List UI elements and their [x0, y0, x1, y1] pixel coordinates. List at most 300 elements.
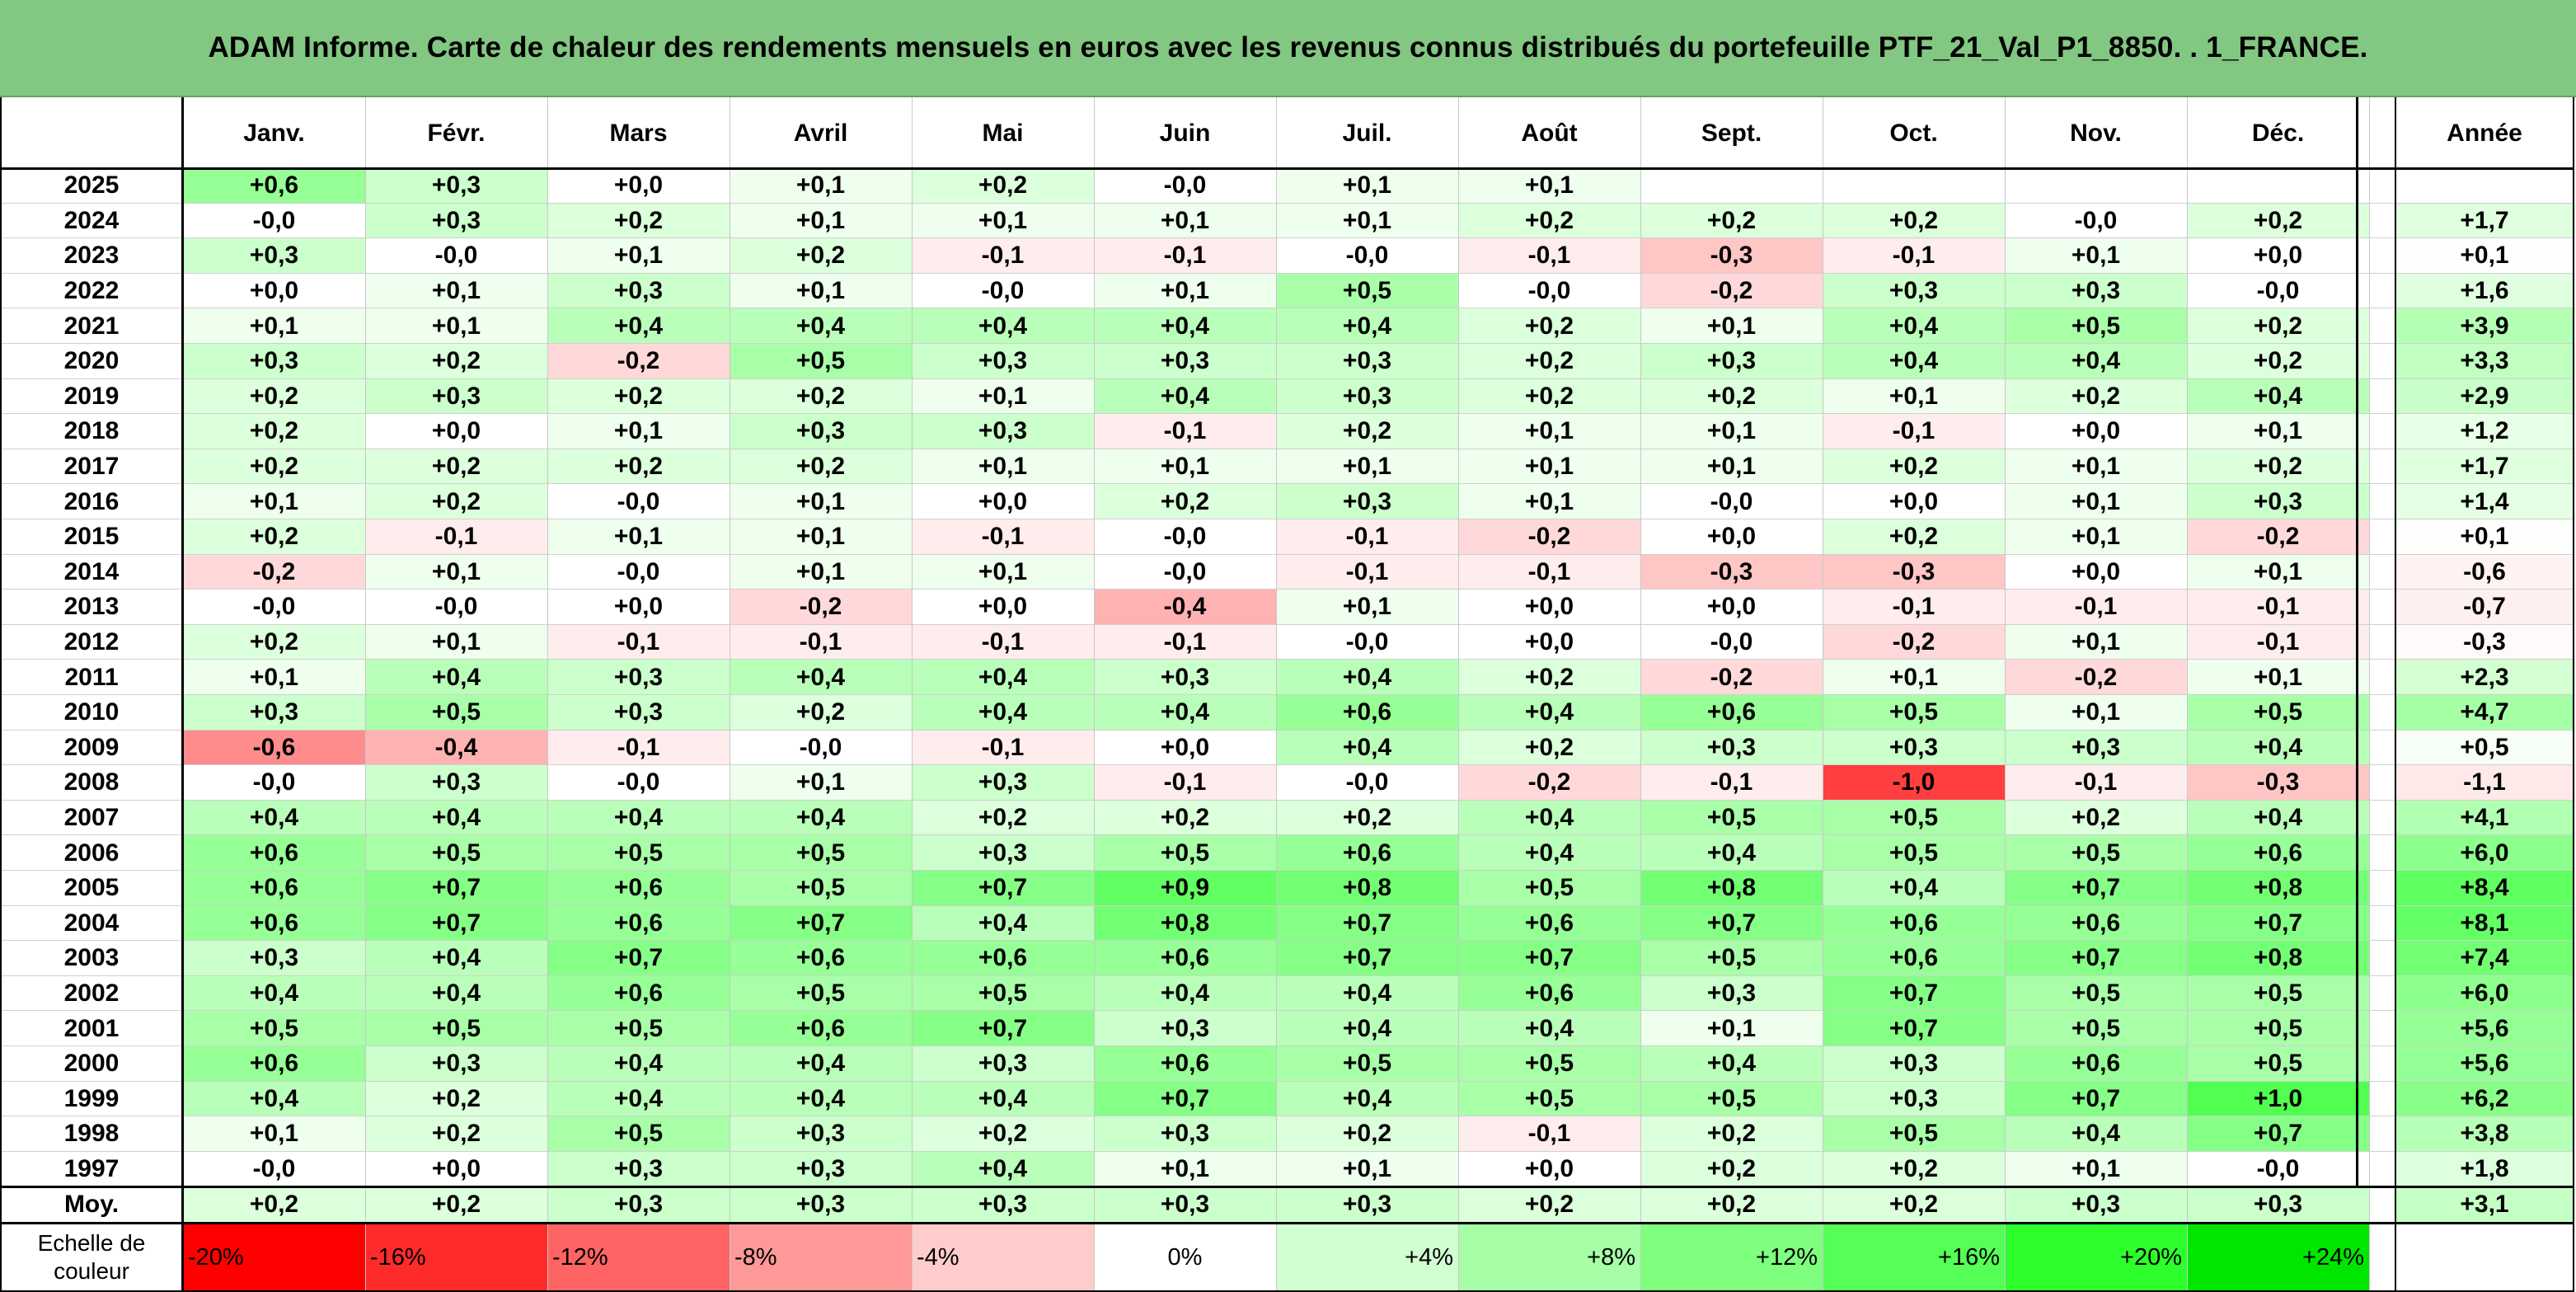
annual-cell: +1,7 [2395, 204, 2574, 239]
heatmap-cell: +0,2 [912, 801, 1094, 836]
heatmap-cell: +0,6 [1094, 941, 1276, 976]
heatmap-cell: -0,3 [1640, 238, 1823, 274]
heatmap-cell: +0,3 [547, 274, 730, 309]
year-label: 2015 [0, 519, 183, 555]
heatmap-cell: +0,1 [1458, 414, 1640, 449]
page-title: ADAM Informe. Carte de chaleur des rendements mensuels en euros avec les revenus connus distribués du portefeuille PTF_21_Val_P1_8850. . 1_FRANCE. [0, 0, 2576, 97]
annual-cell: +1,4 [2395, 484, 2574, 519]
heatmap-cell: +0,3 [730, 1152, 912, 1187]
heatmap-cell: +0,1 [2005, 625, 2187, 660]
heatmap-cell: +0,4 [1094, 308, 1276, 344]
heatmap-cell: -0,0 [547, 484, 730, 519]
heatmap-cell: +0,7 [1458, 941, 1640, 976]
heatmap-cell: +0,4 [365, 976, 547, 1012]
heatmap-cell: +0,4 [730, 1082, 912, 1117]
color-scale-swatch: +16% [1823, 1223, 2005, 1292]
year-label: 2004 [0, 906, 183, 942]
month-header-10: Oct. [1823, 97, 2005, 169]
heatmap-cell: +0,4 [1823, 308, 2005, 344]
year-label: 2020 [0, 344, 183, 379]
heatmap-cell: +0,4 [1276, 1082, 1458, 1117]
heatmap-cell: +0,4 [547, 308, 730, 344]
heatmap-cell: +0,5 [2005, 1011, 2187, 1046]
heatmap-cell: +0,2 [2005, 801, 2187, 836]
heatmap-cell: +0,0 [1640, 590, 1823, 625]
heatmap-cell: +0,1 [1276, 449, 1458, 485]
heatmap-cell: +0,3 [1094, 344, 1276, 379]
heatmap-cell: +0,2 [183, 379, 365, 415]
heatmap-cell: -0,1 [1094, 625, 1276, 660]
heatmap-cell: +0,4 [912, 1152, 1094, 1187]
heatmap-cell: -0,0 [1276, 765, 1458, 801]
average-cell: +0,2 [365, 1186, 547, 1222]
heatmap-cell: +0,7 [1823, 976, 2005, 1012]
heatmap-cell: +0,5 [1458, 1082, 1640, 1117]
heatmap-cell: +0,2 [730, 238, 912, 274]
heatmap-cell: +0,2 [365, 344, 547, 379]
annual-cell: +0,1 [2395, 519, 2574, 555]
heatmap-cell: -0,1 [730, 625, 912, 660]
heatmap-cell: +0,1 [730, 484, 912, 519]
heatmap-cell: +0,1 [1094, 204, 1276, 239]
heatmap-cell: +0,4 [1640, 835, 1823, 871]
heatmap-cell: +0,3 [2005, 731, 2187, 766]
heatmap-cell: -0,2 [1458, 519, 1640, 555]
year-label: 2016 [0, 484, 183, 519]
heatmap-cell: -0,1 [1823, 238, 2005, 274]
heatmap-cell: +0,2 [183, 519, 365, 555]
heatmap-cell: +0,1 [2005, 695, 2187, 731]
heatmap-cell: -0,0 [365, 590, 547, 625]
heatmap-cell: +0,4 [730, 308, 912, 344]
color-scale-swatch: +24% [2187, 1223, 2369, 1292]
heatmap-cell: -0,1 [912, 519, 1094, 555]
heatmap-cell: -0,0 [183, 765, 365, 801]
heatmap-cell: -0,1 [2005, 590, 2187, 625]
column-divider [181, 97, 184, 1292]
heatmap-cell: +0,4 [1640, 1046, 1823, 1082]
heatmap-cell: +0,8 [2187, 871, 2369, 906]
month-header-1: Janv. [183, 97, 365, 169]
heatmap-cell: +0,7 [547, 941, 730, 976]
heatmap-cell: +0,1 [912, 449, 1094, 485]
heatmap-cell: -0,0 [1640, 484, 1823, 519]
heatmap-cell: +0,4 [547, 1046, 730, 1082]
heatmap-cell: -0,0 [1094, 555, 1276, 590]
heatmap-cell: +0,1 [2187, 414, 2369, 449]
annual-cell: +3,9 [2395, 308, 2574, 344]
average-annual-cell: +3,1 [2395, 1186, 2574, 1222]
heatmap-cell: +0,5 [2005, 976, 2187, 1012]
column-divider [1640, 97, 1641, 1292]
heatmap-cell: +0,4 [1823, 344, 2005, 379]
heatmap-cell: +0,0 [365, 1152, 547, 1187]
heatmap-cell: +0,2 [1458, 731, 1640, 766]
heatmap-cell: +0,3 [1094, 660, 1276, 695]
heatmap-cell: +0,7 [1640, 906, 1823, 942]
average-cell: +0,2 [1640, 1186, 1823, 1222]
heatmap-cell: +0,3 [2005, 274, 2187, 309]
heatmap-cell: +0,6 [547, 871, 730, 906]
heatmap-cell: +0,4 [1458, 801, 1640, 836]
heatmap-cell: +0,2 [365, 449, 547, 485]
heatmap-cell: +0,5 [730, 871, 912, 906]
heatmap-cell: -0,1 [912, 731, 1094, 766]
heatmap-cell: +0,2 [1094, 484, 1276, 519]
annual-cell: +4,7 [2395, 695, 2574, 731]
heatmap-cell: +0,1 [1094, 274, 1276, 309]
heatmap-cell: +0,7 [1276, 906, 1458, 942]
heatmap-cell: +0,3 [1276, 344, 1458, 379]
heatmap-cell: +0,2 [730, 449, 912, 485]
heatmap-cell: -1,0 [1823, 765, 2005, 801]
annual-cell: +3,8 [2395, 1116, 2574, 1152]
heatmap-cell: +0,6 [2005, 906, 2187, 942]
month-header-3: Mars [547, 97, 730, 169]
color-scale-swatch: +8% [1458, 1223, 1640, 1292]
heatmap-cell: +0,4 [1094, 379, 1276, 415]
heatmap-cell: +0,7 [2187, 906, 2369, 942]
column-divider [1094, 97, 1095, 1292]
heatmap-cell: +0,4 [2187, 379, 2369, 415]
heatmap-cell: +0,4 [1276, 1011, 1458, 1046]
heatmap-cell: +0,6 [1823, 906, 2005, 942]
heatmap-cell: -0,0 [1458, 274, 1640, 309]
heatmap-cell: +0,6 [1458, 976, 1640, 1012]
heatmap-cell: +0,2 [1276, 801, 1458, 836]
heatmap-cell: -0,1 [912, 238, 1094, 274]
heatmap-cell: +0,1 [547, 238, 730, 274]
heatmap-cell: +0,4 [1094, 976, 1276, 1012]
heatmap-cell: +0,6 [183, 168, 365, 204]
heatmap-cell: +0,3 [183, 941, 365, 976]
heatmap-cell: +0,1 [183, 660, 365, 695]
month-header-2: Févr. [365, 97, 547, 169]
month-header-5: Mai [912, 97, 1094, 169]
heatmap-cell: +0,2 [2187, 344, 2369, 379]
heatmap-cell: +0,6 [1276, 835, 1458, 871]
heatmap-cell: +0,1 [912, 379, 1094, 415]
heatmap-cell: +0,0 [912, 484, 1094, 519]
heatmap-cell: +0,5 [1458, 1046, 1640, 1082]
heatmap-cell [1823, 168, 2005, 204]
heatmap-cell: +0,7 [1276, 941, 1458, 976]
heatmap-cell: +0,4 [1458, 835, 1640, 871]
average-cell: +0,3 [1276, 1186, 1458, 1222]
heatmap-cell: -0,0 [2005, 204, 2187, 239]
heatmap-cell: +0,4 [2187, 731, 2369, 766]
heatmap-cell: -0,0 [1276, 625, 1458, 660]
heatmap-cell: +0,1 [2005, 449, 2187, 485]
heatmap-cell: -0,3 [1640, 555, 1823, 590]
heatmap-cell: +0,1 [365, 625, 547, 660]
heatmap-cell: -0,0 [1640, 625, 1823, 660]
heatmap-cell: +0,1 [365, 274, 547, 309]
heatmap-cell: +0,2 [547, 379, 730, 415]
column-divider [2005, 97, 2006, 1292]
annual-column-right [2573, 97, 2574, 1292]
heatmap-cell: +0,2 [547, 449, 730, 485]
annual-cell: +0,5 [2395, 731, 2574, 766]
heatmap-cell: +0,3 [183, 695, 365, 731]
average-cell: +0,2 [1823, 1186, 2005, 1222]
heatmap-cell: -0,2 [547, 344, 730, 379]
heatmap-cell: +0,7 [1823, 1011, 2005, 1046]
heatmap-cell: +0,3 [1823, 274, 2005, 309]
year-label: 2006 [0, 835, 183, 871]
heatmap-cell: +0,3 [1094, 1116, 1276, 1152]
heatmap-cell: +0,5 [1094, 835, 1276, 871]
heatmap-cell: +0,1 [1276, 590, 1458, 625]
heatmap-cell: +0,4 [912, 695, 1094, 731]
heatmap-cell: -0,1 [1276, 519, 1458, 555]
heatmap-cell: +0,1 [1640, 308, 1823, 344]
month-header-9: Sept. [1640, 97, 1823, 169]
heatmap-cell: +0,4 [730, 801, 912, 836]
heatmap-cell: +0,2 [183, 449, 365, 485]
heatmap-cell: +0,1 [2005, 484, 2187, 519]
heatmap-cell: +0,0 [547, 590, 730, 625]
heatmap-cell: -0,0 [1276, 238, 1458, 274]
heatmap-cell: +0,2 [912, 1116, 1094, 1152]
heatmap-cell: +0,3 [365, 168, 547, 204]
year-label: 2021 [0, 308, 183, 344]
heatmap-cell: +0,4 [1458, 1011, 1640, 1046]
heatmap-cell: +0,3 [547, 1152, 730, 1187]
heatmap-cell: +0,2 [730, 379, 912, 415]
heatmap-cell: -0,0 [1094, 519, 1276, 555]
corner-cell [0, 97, 183, 169]
heatmap-cell: +0,2 [2187, 449, 2369, 485]
heatmap-cell: +0,1 [912, 555, 1094, 590]
annual-cell: +4,1 [2395, 801, 2574, 836]
heatmap-cell: +0,4 [912, 906, 1094, 942]
heatmap-cell: -0,6 [183, 731, 365, 766]
heatmap-cell: +0,4 [1276, 976, 1458, 1012]
heatmap-cell: -0,2 [1640, 660, 1823, 695]
heatmap-cell: -0,1 [1458, 238, 1640, 274]
heatmap-cell: +0,1 [1458, 449, 1640, 485]
heatmap-cell: +0,0 [1458, 625, 1640, 660]
annual-cell: +6,0 [2395, 835, 2574, 871]
column-divider [912, 97, 913, 1292]
heatmap-cell: +0,5 [2005, 308, 2187, 344]
heatmap-cell: +0,4 [183, 976, 365, 1012]
heatmap-cell: +0,2 [365, 1082, 547, 1117]
annual-cell: +1,6 [2395, 274, 2574, 309]
heatmap-cell: +0,5 [730, 976, 912, 1012]
heatmap-cell: -0,1 [547, 625, 730, 660]
heatmap-cell: +0,3 [912, 344, 1094, 379]
column-divider [1276, 97, 1277, 1292]
heatmap-cell: +0,1 [1276, 204, 1458, 239]
heatmap-cell: +0,3 [912, 1046, 1094, 1082]
column-divider [547, 97, 548, 1292]
color-scale-swatch: -12% [547, 1223, 730, 1292]
heatmap-cell: +0,8 [1276, 871, 1458, 906]
heatmap-cell: -0,0 [1094, 168, 1276, 204]
heatmap-cell: +0,1 [2187, 660, 2369, 695]
avg-top [0, 1186, 2574, 1188]
heatmap-cell: -0,1 [1823, 414, 2005, 449]
heatmap-cell: -0,0 [2187, 274, 2369, 309]
year-label: 1997 [0, 1152, 183, 1187]
color-scale-swatch: +20% [2005, 1223, 2187, 1292]
grid-left [0, 97, 2, 1292]
heatmap-cell: -0,0 [547, 555, 730, 590]
heatmap-cell: +0,3 [547, 695, 730, 731]
heatmap-cell: +0,4 [365, 941, 547, 976]
column-divider [2369, 97, 2370, 1292]
heatmap-cell: +0,5 [1276, 274, 1458, 309]
heatmap-cell: +0,2 [1823, 449, 2005, 485]
color-scale-label: Echelle de couleur [0, 1223, 183, 1292]
heatmap-cell: +0,1 [1094, 449, 1276, 485]
heatmap-cell: +0,7 [2005, 1082, 2187, 1117]
year-label: 2018 [0, 414, 183, 449]
heatmap-cell: +0,4 [1276, 731, 1458, 766]
heatmap-cell: +0,7 [1094, 1082, 1276, 1117]
heatmap-cell: +0,2 [1458, 344, 1640, 379]
heatmap-cell: +0,8 [1640, 871, 1823, 906]
heatmap-cell: +0,3 [1640, 731, 1823, 766]
heatmap-cell: +0,6 [730, 1011, 912, 1046]
year-label: 2019 [0, 379, 183, 415]
heatmap-cell: +0,5 [2187, 1011, 2369, 1046]
annual-column-left [2395, 97, 2396, 1292]
heatmap-cell: +0,3 [1823, 1046, 2005, 1082]
month-header-11: Nov. [2005, 97, 2187, 169]
color-scale-swatch: -4% [912, 1223, 1094, 1292]
heatmap-cell: +0,6 [183, 835, 365, 871]
heatmap-cell: -0,0 [365, 238, 547, 274]
heatmap-cell: +0,5 [1640, 801, 1823, 836]
heatmap-cell: +0,2 [183, 414, 365, 449]
heatmap-cell: +0,7 [730, 906, 912, 942]
heatmap-cell: +0,5 [2187, 695, 2369, 731]
year-label: 2011 [0, 660, 183, 695]
heatmap-cell: +0,2 [1458, 379, 1640, 415]
year-label: 2007 [0, 801, 183, 836]
heatmap-cell: +0,1 [183, 1116, 365, 1152]
heatmap-cell: +0,8 [1094, 906, 1276, 942]
heatmap-cell: -0,0 [2187, 1152, 2369, 1187]
heatmap-cell: +0,5 [365, 835, 547, 871]
heatmap-cell: +0,3 [1823, 731, 2005, 766]
heatmap-cell [1640, 168, 1823, 204]
heatmap-cell: +0,2 [1458, 660, 1640, 695]
month-header-6: Juin [1094, 97, 1276, 169]
heatmap-cell: +0,2 [2187, 204, 2369, 239]
heatmap-cell: +0,1 [2005, 1152, 2187, 1187]
heatmap-cell: +0,2 [1823, 204, 2005, 239]
year-label: 2017 [0, 449, 183, 485]
heatmap-cell: -0,1 [1276, 555, 1458, 590]
heatmap-cell: +0,1 [365, 555, 547, 590]
annual-cell: +3,3 [2395, 344, 2574, 379]
heatmap-cell: -0,0 [730, 731, 912, 766]
heatmap-cell: +0,0 [1458, 1152, 1640, 1187]
heatmap-cell: +0,0 [183, 274, 365, 309]
heatmap-cell: -0,1 [1094, 238, 1276, 274]
heatmap-cell: +0,1 [2187, 555, 2369, 590]
heatmap-cell: +0,4 [1276, 660, 1458, 695]
heatmap-cell: -0,1 [1640, 765, 1823, 801]
year-label: 2000 [0, 1046, 183, 1082]
heatmap-cell: +0,1 [912, 204, 1094, 239]
annual-cell: -1,1 [2395, 765, 2574, 801]
heatmap-cell: +0,3 [2187, 484, 2369, 519]
heatmap-cell: +0,5 [2005, 835, 2187, 871]
heatmap-cell: +0,1 [1276, 1152, 1458, 1187]
heatmap-cell: -0,2 [2005, 660, 2187, 695]
month-header-4: Avril [730, 97, 912, 169]
annual-cell: +5,6 [2395, 1046, 2574, 1082]
month-header-8: Août [1458, 97, 1640, 169]
heatmap-cell: +0,6 [2005, 1046, 2187, 1082]
heatmap-cell: +0,3 [912, 414, 1094, 449]
year-label: 2010 [0, 695, 183, 731]
heatmap-cell: +1,0 [2187, 1082, 2369, 1117]
header-bottom [0, 167, 2574, 170]
heatmap-cell: +0,4 [2005, 344, 2187, 379]
annual-cell: +0,1 [2395, 238, 2574, 274]
heatmap-cell: -0,4 [365, 731, 547, 766]
color-scale-annual-note [2395, 1223, 2574, 1292]
heatmap-cell: +0,3 [183, 344, 365, 379]
heatmap-cell: +0,3 [1640, 344, 1823, 379]
heatmap-cell: +0,4 [730, 660, 912, 695]
heatmap-cell: -0,0 [183, 204, 365, 239]
year-label: 2024 [0, 204, 183, 239]
year-label: 2013 [0, 590, 183, 625]
color-scale-swatch: +4% [1276, 1223, 1458, 1292]
heatmap-cell: -0,1 [1823, 590, 2005, 625]
color-scale-swatch: +12% [1640, 1223, 1823, 1292]
heatmap-cell: +0,4 [1094, 695, 1276, 731]
heatmap-cell: +0,2 [365, 484, 547, 519]
heatmap-cell: +0,6 [1823, 941, 2005, 976]
heatmap-cell: +0,1 [1640, 449, 1823, 485]
annual-cell: +5,6 [2395, 1011, 2574, 1046]
heatmap-cell: +0,7 [912, 1011, 1094, 1046]
heatmap-cell: +0,1 [1276, 168, 1458, 204]
heatmap-cell: +0,1 [730, 274, 912, 309]
heatmap-cell: +0,6 [1458, 906, 1640, 942]
year-label: 2001 [0, 1011, 183, 1046]
heatmap-cell: -0,1 [1094, 765, 1276, 801]
heatmap-cell: +0,1 [2005, 238, 2187, 274]
heatmap-cell: -0,0 [183, 1152, 365, 1187]
heatmap-cell: +0,5 [730, 835, 912, 871]
heatmap-cell: +0,4 [365, 660, 547, 695]
year-label: 2012 [0, 625, 183, 660]
heatmap-cell: +0,2 [1458, 308, 1640, 344]
heatmap-cell: +0,3 [183, 238, 365, 274]
heatmap-cell: +0,7 [912, 871, 1094, 906]
heatmap-cell: +0,1 [1823, 660, 2005, 695]
heatmap-cell: +0,1 [1458, 168, 1640, 204]
heatmap-cell: +0,7 [2005, 871, 2187, 906]
heatmap-cell: +0,2 [912, 168, 1094, 204]
heatmap-cell: +0,1 [1458, 484, 1640, 519]
heatmap-cell: +0,5 [730, 344, 912, 379]
heatmap-cell: -0,1 [912, 625, 1094, 660]
heatmap-cell: +0,2 [730, 695, 912, 731]
heatmap-cell: +0,0 [912, 590, 1094, 625]
annual-cell: +7,4 [2395, 941, 2574, 976]
heatmap-cell: +0,3 [1276, 484, 1458, 519]
